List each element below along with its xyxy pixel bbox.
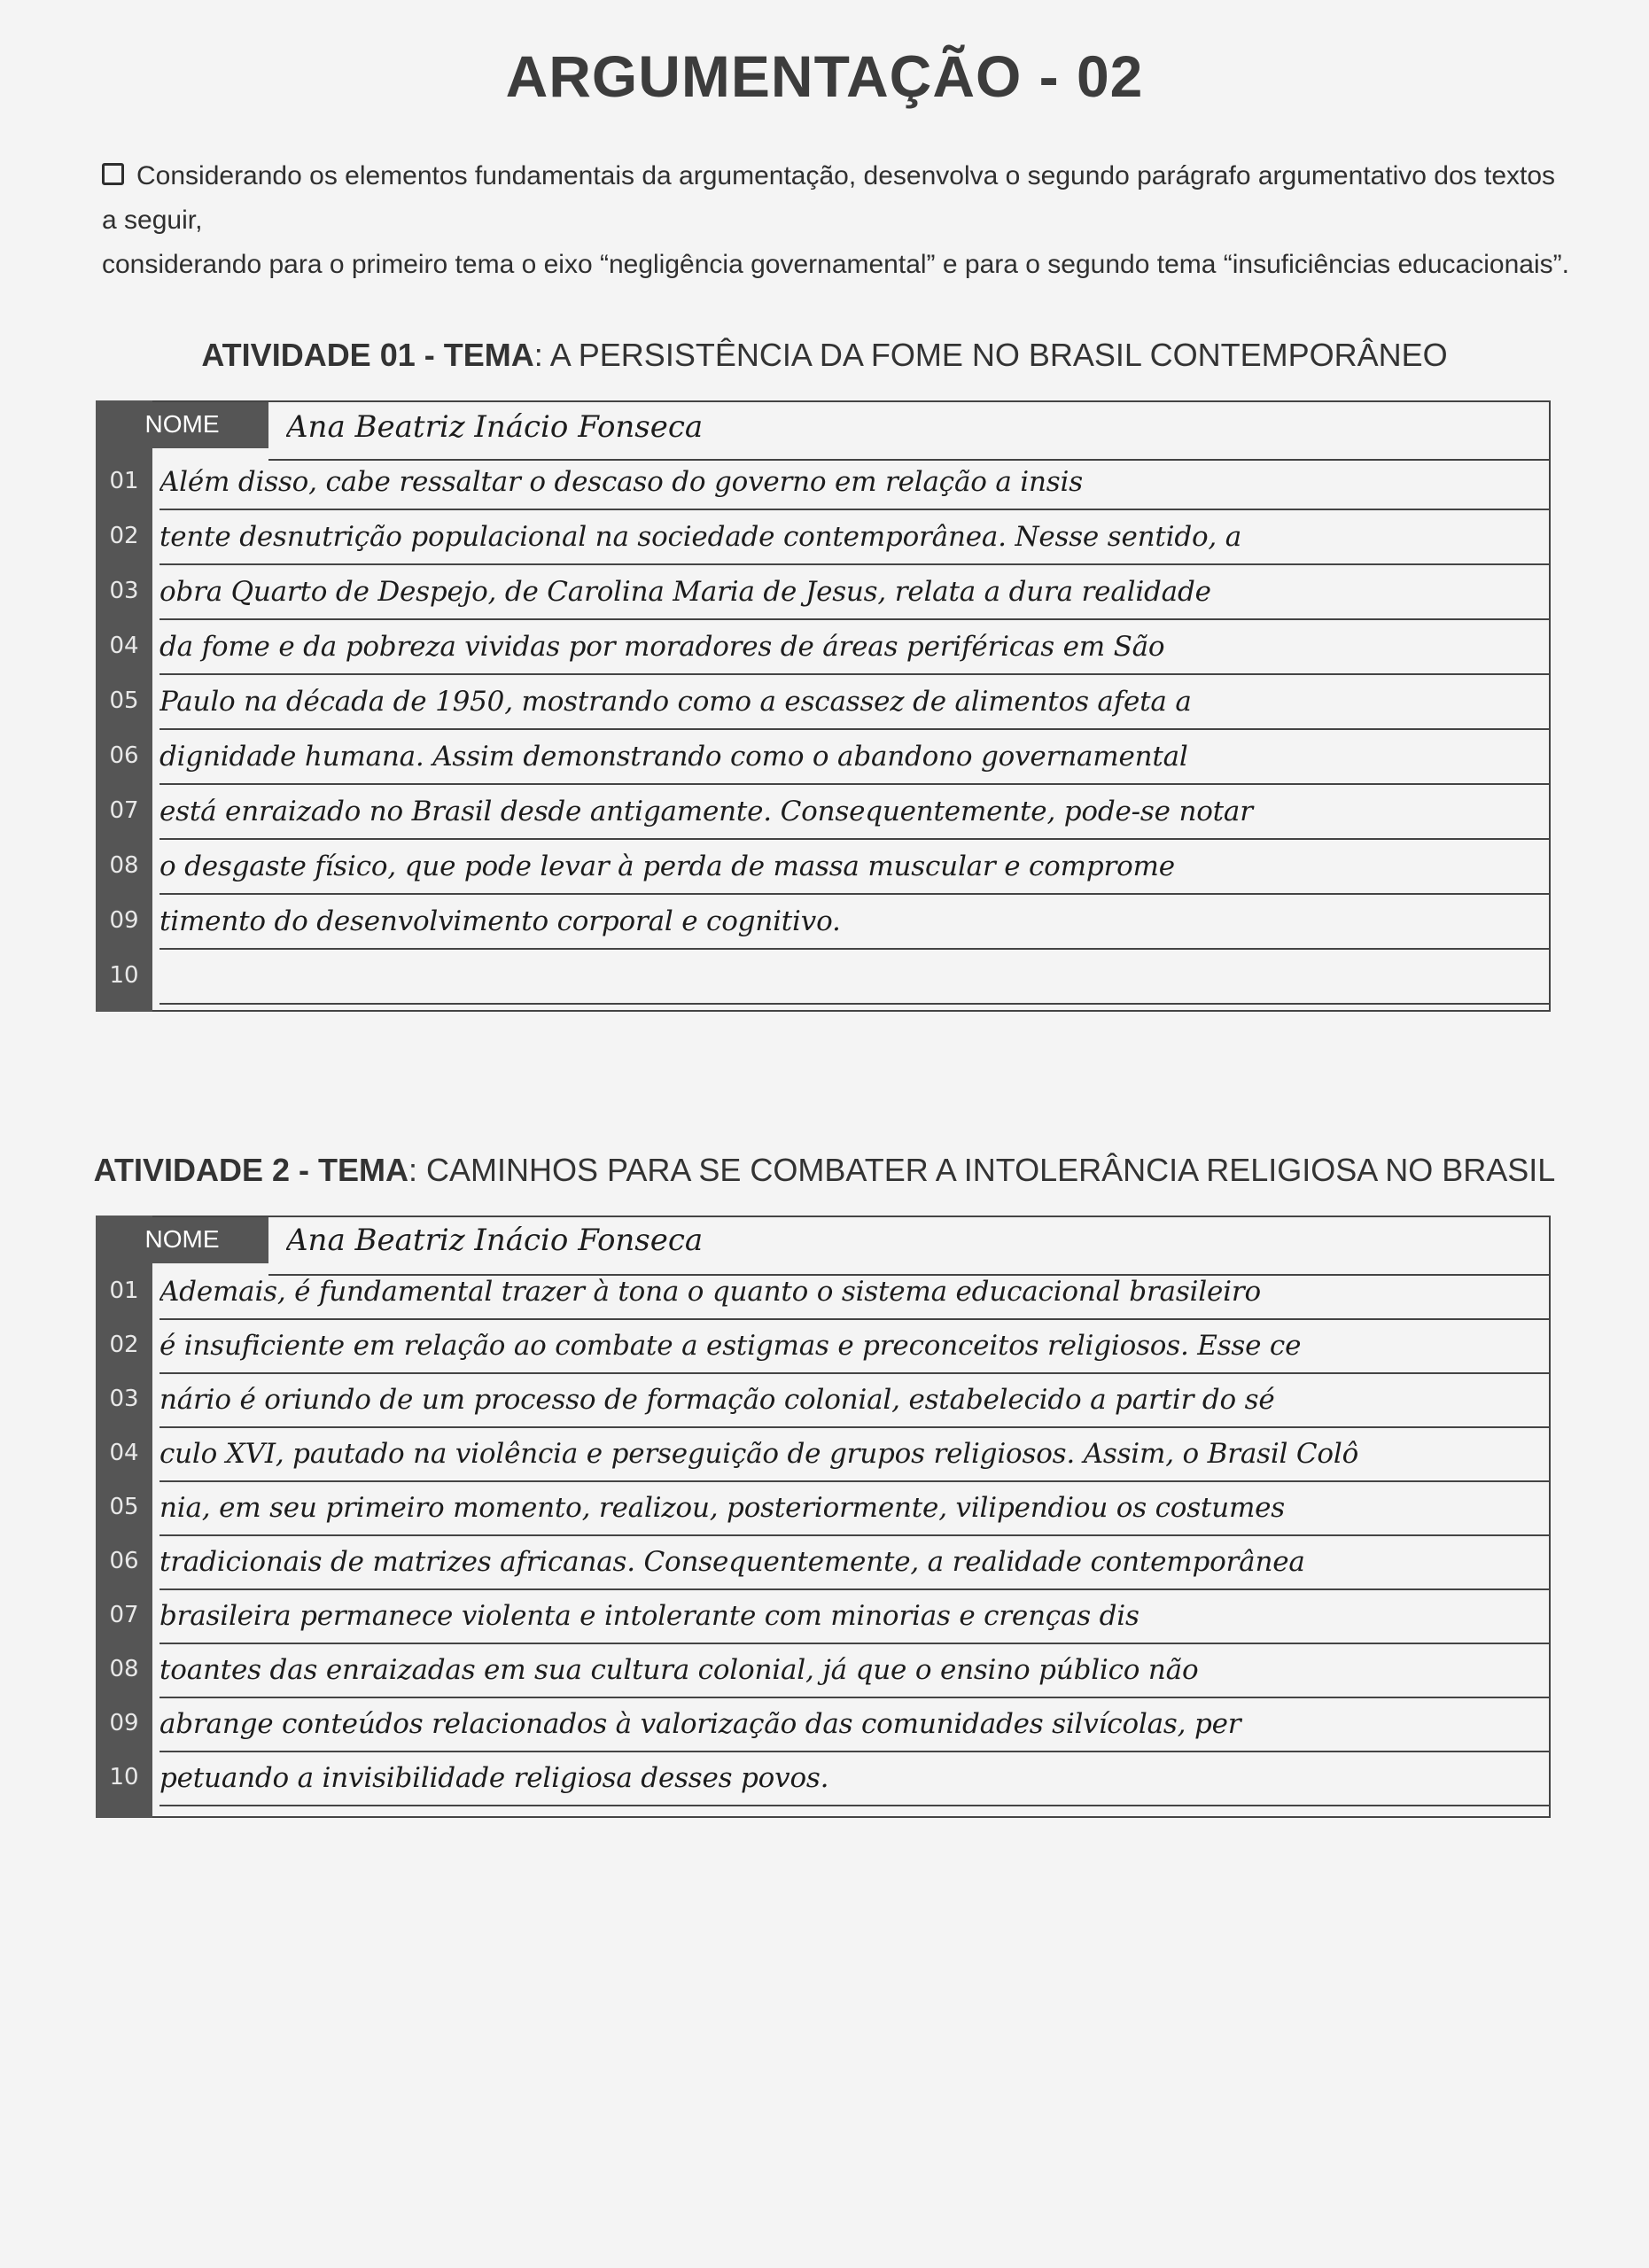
answer-line[interactable]: é insuficiente em relação ao combate a estigmas e preconceitos religiosos. Esse ce xyxy=(159,1330,1302,1362)
line-number: 08 xyxy=(109,1656,139,1682)
activity1-answer-sheet xyxy=(96,400,1551,1012)
line-rule xyxy=(159,728,1551,730)
name-label: NOME xyxy=(96,400,268,448)
line-rule xyxy=(159,1003,1551,1005)
answer-line[interactable]: timento do desenvolvimento corporal e cognitivo. xyxy=(159,905,841,937)
line-rule xyxy=(159,1480,1551,1482)
line-number: 03 xyxy=(109,1386,139,1412)
line-number: 02 xyxy=(109,1332,139,1358)
answer-line[interactable]: da fome e da pobreza vividas por moradores de áreas periféricas em São xyxy=(159,631,1165,663)
name-field-value[interactable]: Ana Beatriz Inácio Fonseca xyxy=(286,1223,704,1258)
line-number: 05 xyxy=(109,687,139,714)
line-rule xyxy=(159,1697,1551,1698)
line-rule xyxy=(159,948,1551,950)
line-rule xyxy=(159,1318,1551,1320)
answer-line[interactable]: tradicionais de matrizes africanas. Consequentemente, a realidade contemporânea xyxy=(159,1546,1305,1578)
answer-line[interactable]: Ademais, é fundamental trazer à tona o quanto o sistema educacional brasileiro xyxy=(159,1276,1261,1308)
answer-line[interactable]: nário é oriundo de um processo de formação colonial, estabelecido a partir do sé xyxy=(159,1384,1275,1416)
answer-line[interactable]: brasileira permanece violenta e intolerante com minorias e crenças dis xyxy=(159,1600,1140,1632)
line-number: 04 xyxy=(109,1440,139,1466)
name-field-value[interactable]: Ana Beatriz Inácio Fonseca xyxy=(286,409,704,445)
instruction-line-1: Considerando os elementos fundamentais da argumentação, desenvolva o segundo parágrafo argumentativo dos textos a seguir, xyxy=(102,161,1556,235)
name-field-underline xyxy=(268,459,1551,461)
answer-line[interactable]: Paulo na década de 1950, mostrando como a escassez de alimentos afeta a xyxy=(159,686,1192,718)
line-number: 02 xyxy=(109,523,139,549)
line-number: 08 xyxy=(109,852,139,879)
answer-line[interactable]: petuando a invisibilidade religiosa desses povos. xyxy=(159,1762,829,1794)
name-label: NOME xyxy=(96,1216,268,1263)
instruction-line-2: considerando para o primeiro tema o eixo “negligência governamental” e para o segundo tema “insuficiências educacionais”. xyxy=(102,250,1569,279)
line-number: 07 xyxy=(109,1602,139,1628)
line-rule xyxy=(159,1588,1551,1590)
line-rule xyxy=(159,1751,1551,1752)
answer-line[interactable]: Além disso, cabe ressaltar o descaso do governo em relação a insis xyxy=(159,466,1083,498)
line-number: 09 xyxy=(109,907,139,934)
page-title: ARGUMENTAÇÃO - 02 xyxy=(505,43,1144,109)
line-rule xyxy=(159,1426,1551,1428)
line-number: 03 xyxy=(109,578,139,604)
answer-line[interactable]: abrange conteúdos relacionados à valorização das comunidades silvícolas, per xyxy=(159,1708,1241,1740)
line-rule xyxy=(159,563,1551,565)
answer-line[interactable]: tente desnutrição populacional na sociedade contemporânea. Nesse sentido, a xyxy=(159,521,1242,553)
line-rule xyxy=(159,838,1551,840)
instructions xyxy=(102,154,1573,287)
line-number: 01 xyxy=(109,468,139,494)
line-rule xyxy=(159,673,1551,675)
line-number: 09 xyxy=(109,1710,139,1736)
answer-line[interactable]: nia, em seu primeiro momento, realizou, posteriormente, vilipendiou os costumes xyxy=(159,1492,1285,1524)
answer-line[interactable]: toantes das enraizadas em sua cultura colonial, já que o ensino público não xyxy=(159,1654,1199,1686)
activity2-heading: ATIVIDADE 2 - TEMA: CAMINHOS PARA SE COMBATER A INTOLERÂNCIA RELIGIOSA NO BRASIL xyxy=(93,1152,1556,1188)
line-number: 07 xyxy=(109,797,139,824)
answer-line[interactable]: dignidade humana. Assim demonstrando como o abandono governamental xyxy=(159,741,1188,773)
line-number: 04 xyxy=(109,633,139,659)
answer-line[interactable]: está enraizado no Brasil desde antigamente. Consequentemente, pode-se notar xyxy=(159,796,1253,827)
activity1-heading: ATIVIDADE 01 - TEMA: A PERSISTÊNCIA DA FOME NO BRASIL CONTEMPORÂNEO xyxy=(201,337,1448,373)
line-number: 10 xyxy=(109,1764,139,1790)
line-rule xyxy=(159,893,1551,895)
line-number: 06 xyxy=(109,742,139,769)
line-rule xyxy=(159,1643,1551,1644)
line-number: 01 xyxy=(109,1278,139,1304)
line-number: 06 xyxy=(109,1548,139,1574)
line-rule xyxy=(159,618,1551,620)
line-rule xyxy=(159,1534,1551,1536)
answer-line[interactable]: obra Quarto de Despejo, de Carolina Maria de Jesus, relata a dura realidade xyxy=(159,576,1211,608)
line-rule xyxy=(159,1805,1551,1806)
line-rule xyxy=(159,509,1551,510)
line-number: 05 xyxy=(109,1494,139,1520)
line-rule xyxy=(159,1372,1551,1374)
line-number: 10 xyxy=(109,962,139,989)
checkbox-icon xyxy=(102,163,124,185)
activity2-answer-sheet xyxy=(96,1216,1551,1818)
answer-line[interactable]: culo XVI, pautado na violência e perseguição de grupos religiosos. Assim, o Brasil Colô xyxy=(159,1438,1359,1470)
answer-line[interactable]: o desgaste físico, que pode levar à perda de massa muscular e comprome xyxy=(159,850,1175,882)
line-rule xyxy=(159,783,1551,785)
